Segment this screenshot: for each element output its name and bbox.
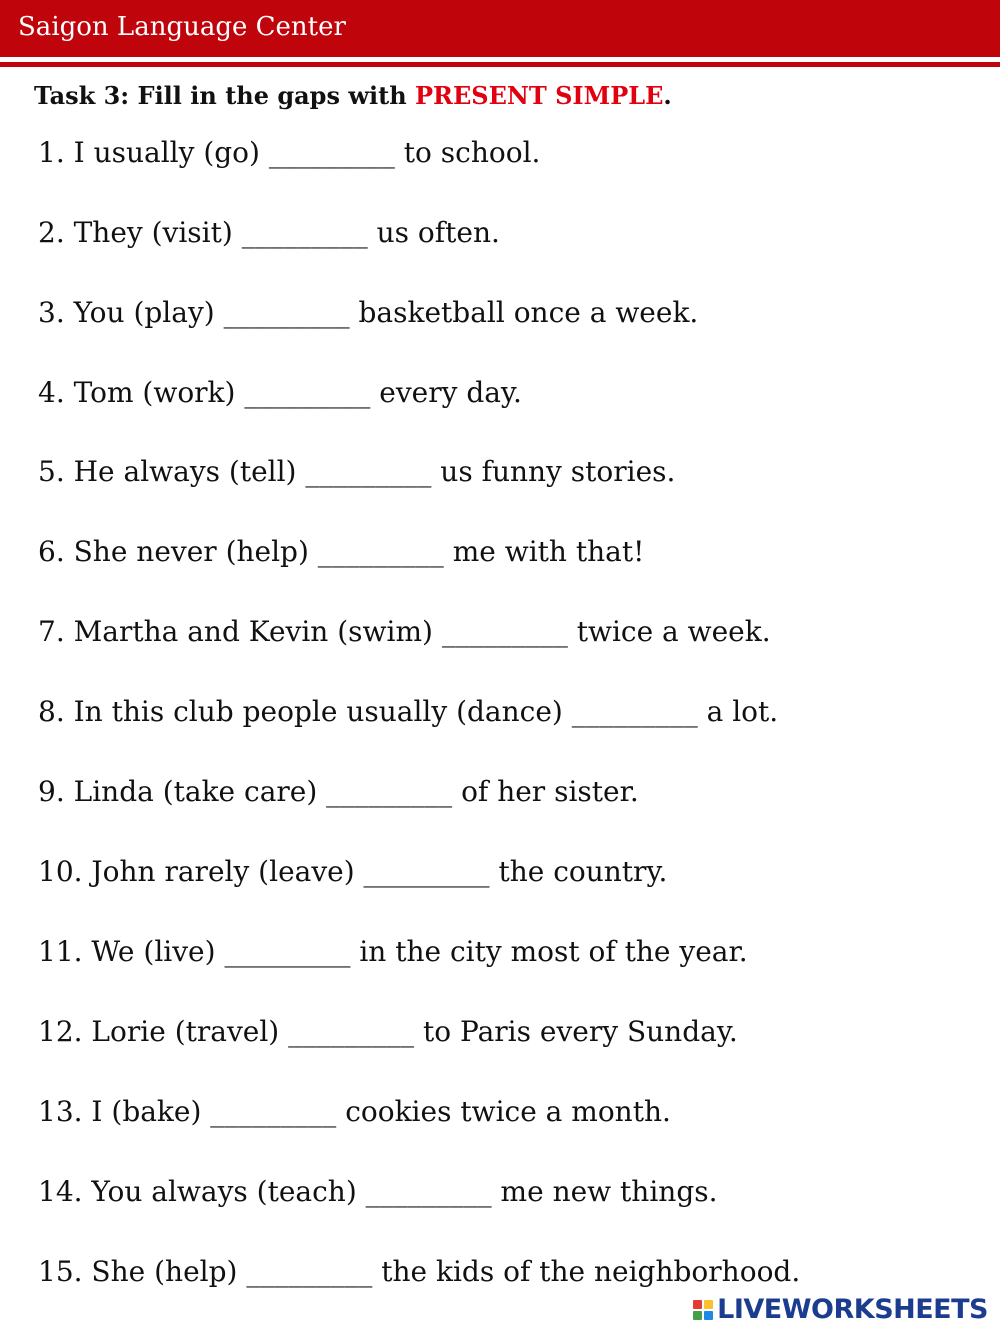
logo-square-red	[693, 1300, 702, 1309]
exercise-13: 13. I (bake) _________ cookies twice a month.	[38, 1095, 671, 1128]
exercise-2: 2. They (visit) _________ us often.	[38, 216, 500, 249]
exercise-7: 7. Martha and Kevin (swim) _________ twice a week.	[38, 615, 771, 648]
header-divider	[0, 62, 1000, 67]
exercise-14: 14. You always (teach) _________ me new things.	[38, 1175, 718, 1208]
exercise-9: 9. Linda (take care) _________ of her sister.	[38, 775, 639, 808]
exercise-11: 11. We (live) _________ in the city most of the year.	[38, 935, 748, 968]
logo-text: LIVEWORKSHEETS	[717, 1294, 988, 1325]
task-highlight: PRESENT SIMPLE	[415, 81, 664, 110]
exercise-1: 1. I usually (go) _________ to school.	[38, 136, 541, 169]
logo-square-yellow	[704, 1300, 713, 1309]
exercise-5: 5. He always (tell) _________ us funny stories.	[38, 455, 676, 488]
exercise-8: 8. In this club people usually (dance) _________ a lot.	[38, 695, 779, 728]
exercise-12: 12. Lorie (travel) _________ to Paris every Sunday.	[38, 1015, 738, 1048]
liveworksheets-logo[interactable]	[693, 1296, 988, 1323]
task-title	[34, 81, 672, 110]
exercise-6: 6. She never (help) _________ me with that!	[38, 535, 645, 568]
logo-square-blue	[704, 1311, 713, 1320]
logo-square-green	[693, 1311, 702, 1320]
exercise-10: 10. John rarely (leave) _________ the country.	[38, 855, 668, 888]
exercise-15: 15. She (help) _________ the kids of the neighborhood.	[38, 1255, 801, 1288]
task-end: .	[663, 81, 672, 110]
liveworksheets-logo-icon	[693, 1300, 713, 1320]
exercise-3: 3. You (play) _________ basketball once a week.	[38, 296, 699, 329]
task-label: Task 3: Fill in the gaps with	[34, 81, 415, 110]
header-bar	[0, 0, 1000, 57]
exercise-4: 4. Tom (work) _________ every day.	[38, 376, 522, 409]
header-title: Saigon Language Center	[18, 12, 346, 42]
